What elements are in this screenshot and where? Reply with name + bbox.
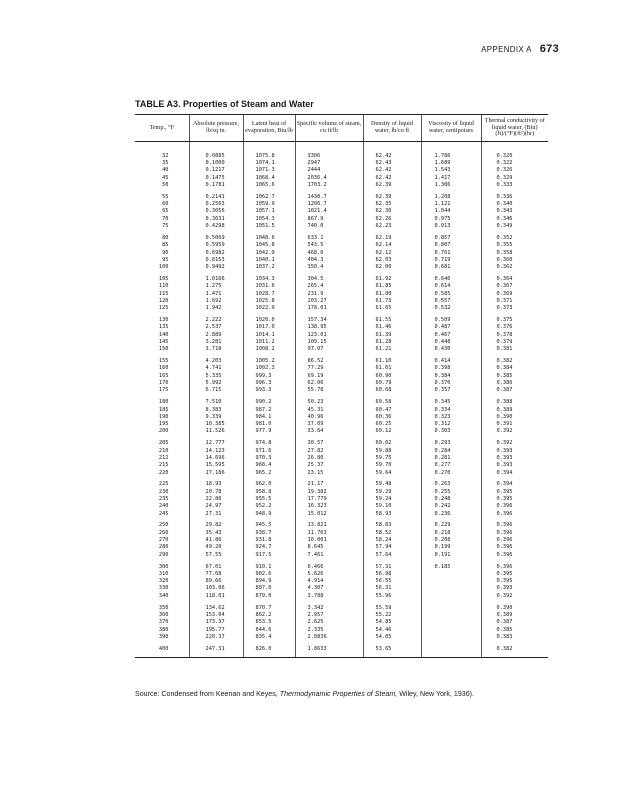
cell-latent-heat: 974.8 971.6 970.3 968.4 965.2 — [243, 438, 295, 479]
header-pressure: Absolute pressure, lb/sq in. — [189, 115, 243, 142]
cell-density: 60.02 59.88 59.75 59.70 59.64 — [363, 438, 421, 479]
cell-density: 61.92 61.85 61.80 61.73 61.65 — [363, 274, 421, 315]
cell-temp: 300 310 320 330 340 — [158, 563, 169, 599]
cell-temp: 130 135 140 145 150 — [158, 317, 169, 353]
cell-density: 62.42 62.43 62.42 62.42 62.39 — [363, 141, 421, 191]
cell-specific-volume: 1430.7 1206.7 1021.4 867.9 740.0 — [295, 192, 363, 233]
table-row — [135, 397, 548, 438]
cell-temp: 350 360 370 380 390 — [158, 604, 169, 640]
cell-specific-volume: 157.34 138.95 123.01 109.15 97.07 — [295, 315, 363, 356]
cell-specific-volume: 6.466 5.626 4.914 4.307 3.788 — [295, 561, 363, 602]
source-title: Thermodynamic Properties of Steam, — [279, 690, 398, 698]
cell-temp: 250 260 270 280 290 — [158, 522, 169, 558]
cell-pressure: 29.82 35.43 41.86 49.20 57.55 — [189, 520, 243, 561]
steam-table — [135, 114, 548, 658]
cell-density: 58.83 58.52 58.24 57.94 57.64 — [363, 520, 421, 561]
cell-density: 62.19 62.14 62.12 62.03 62.00 — [363, 233, 421, 274]
cell-viscosity: 0.509 0.487 0.467 0.448 0.430 — [421, 315, 481, 356]
cell-density: 62.39 62.35 62.30 62.26 62.23 — [363, 192, 421, 233]
table-row — [135, 192, 548, 233]
cell-viscosity — [421, 643, 481, 657]
cell-conductivity: 0.382 — [481, 643, 548, 657]
cell-viscosity: 0.414 0.398 0.384 0.370 0.357 — [421, 356, 481, 397]
cell-temp: 80 85 90 95 100 — [158, 234, 169, 271]
cell-specific-volume: 3.342 2.957 2.625 2.335 2.0836 — [295, 602, 363, 643]
cell-density: 61.10 61.01 60.90 60.79 60.68 — [363, 356, 421, 397]
cell-pressure: 67.01 77.68 89.66 103.06 118.01 — [189, 561, 243, 602]
cell-pressure: 0.0885 0.1000 0.1217 0.1475 0.1781 — [189, 141, 243, 191]
cell-pressure: 1.0166 1.275 1.471 1.692 1.942 — [189, 274, 243, 315]
cell-specific-volume: 86.52 77.29 69.19 62.06 55.78 — [295, 356, 363, 397]
cell-pressure: 4.203 4.741 5.335 5.992 6.715 — [189, 356, 243, 397]
cell-pressure: 247.31 — [189, 643, 243, 657]
source-suffix: Wiley, New York, 1936). — [397, 690, 474, 698]
cell-conductivity: 0.375 0.376 0.378 0.379 0.381 — [481, 315, 548, 356]
header-latent-heat: Latent heat of evaporation, Btu/lb — [243, 115, 295, 142]
cell-conductivity: 0.336 0.340 0.343 0.346 0.349 — [481, 192, 548, 233]
cell-latent-heat: 1048.6 1045.8 1042.9 1040.1 1037.2 — [243, 233, 295, 274]
cell-density: 53.65 — [363, 643, 421, 657]
cell-temp: 105 110 115 120 125 — [158, 276, 169, 312]
cell-latent-heat: 910.1 902.6 894.9 887.0 879.0 — [243, 561, 295, 602]
cell-specific-volume: 1.8633 — [295, 643, 363, 657]
cell-conductivity: 0.392 0.393 0.393 0.393 0.394 — [481, 438, 548, 479]
table-row — [135, 141, 548, 191]
table-row — [135, 315, 548, 356]
header-density: Density of liquid water, lb/cu ft — [363, 115, 421, 142]
cell-conductivity: 0.352 0.355 0.358 0.360 0.362 — [481, 233, 548, 274]
cell-pressure: 0.2141 0.2563 0.3056 0.3631 0.4298 — [189, 192, 243, 233]
cell-specific-volume: 21.17 19.382 17.779 16.323 15.012 — [295, 479, 363, 520]
source-note — [135, 690, 565, 699]
cell-viscosity: 1.208 1.121 1.044 0.975 0.913 — [421, 192, 481, 233]
cell-viscosity: 0.293 0.284 0.281 0.277 0.270 — [421, 438, 481, 479]
cell-density: 60.58 60.47 60.36 60.25 60.12 — [363, 397, 421, 438]
header-conductivity: Thermal conductivity of liquid water, (Btu)(ft)/(°F)(ft²)(hr) — [481, 115, 548, 142]
running-head — [481, 43, 559, 55]
table-row — [135, 274, 548, 315]
cell-temp: 225 230 235 240 245 — [158, 481, 169, 517]
page-number: 673 — [539, 43, 559, 55]
cell-conductivity: 0.396 0.395 0.395 0.393 0.392 — [481, 561, 548, 602]
cell-latent-heat: 1005.2 1002.3 999.3 996.3 993.3 — [243, 356, 295, 397]
source-prefix: Source: Condensed from Keenan and Keyes, — [135, 690, 280, 698]
cell-density: 59.48 59.29 59.24 59.10 58.93 — [363, 479, 421, 520]
table-row — [135, 520, 548, 561]
cell-latent-heat: 1020.0 1017.0 1014.1 1011.2 1008.2 — [243, 315, 295, 356]
cell-viscosity: 0.646 0.614 0.585 0.557 0.532 — [421, 274, 481, 315]
running-title: APPENDIX A — [481, 45, 532, 54]
cell-temp: 180 185 190 195 200 — [158, 399, 169, 435]
table-header-row — [135, 115, 548, 142]
cell-pressure: 134.62 153.04 173.37 195.77 220.37 — [189, 602, 243, 643]
cell-specific-volume: 50.23 45.31 40.96 37.09 33.64 — [295, 397, 363, 438]
cell-viscosity: 0.345 0.334 0.323 0.312 0.303 — [421, 397, 481, 438]
cell-viscosity: 0.263 0.255 0.248 0.242 0.236 — [421, 479, 481, 520]
cell-temp: 400 — [135, 643, 189, 657]
cell-conductivity: 0.388 0.389 0.390 0.391 0.392 — [481, 397, 548, 438]
table-row — [135, 602, 548, 643]
header-temp: Temp., °F — [135, 115, 189, 142]
cell-specific-volume: 633.1 543.5 468.0 404.3 350.4 — [295, 233, 363, 274]
cell-temp: 32 35 40 45 50 — [162, 152, 169, 188]
cell-conductivity: 0.382 0.384 0.385 0.386 0.387 — [481, 356, 548, 397]
table-body — [135, 141, 548, 657]
cell-latent-heat: 1062.7 1059.9 1057.1 1054.3 1051.5 — [243, 192, 295, 233]
cell-specific-volume: 304.5 265.4 231.9 203.27 178.61 — [295, 274, 363, 315]
cell-viscosity: 1.786 1.689 1.543 1.417 1.306 — [421, 141, 481, 191]
cell-latent-heat: 1075.8 1074.1 1071.3 1068.4 1065.6 — [243, 141, 295, 191]
cell-latent-heat: 826.0 — [243, 643, 295, 657]
table-row — [135, 356, 548, 397]
cell-viscosity: 0.857 0.807 0.761 0.719 0.681 — [421, 233, 481, 274]
cell-specific-volume: 3306 2947 2444 2036.4 1703.2 — [295, 141, 363, 191]
cell-density: 61.55 61.46 61.39 61.28 61.21 — [363, 315, 421, 356]
table-title: TABLE A3. Properties of Steam and Water — [135, 99, 314, 109]
table-row — [135, 561, 548, 602]
header-viscosity: Viscosity of liquid water, centipoises — [421, 115, 481, 142]
cell-latent-heat: 1034.3 1031.6 1028.7 1025.8 1022.9 — [243, 274, 295, 315]
cell-pressure: 0.5069 0.5959 0.6982 0.8153 0.9492 — [189, 233, 243, 274]
cell-density: 55.59 55.22 54.85 54.46 54.05 — [363, 602, 421, 643]
cell-latent-heat: 990.2 987.2 984.1 981.0 977.9 — [243, 397, 295, 438]
cell-viscosity: 0.185 — [421, 561, 481, 602]
cell-specific-volume: 30.57 27.82 26.80 25.37 23.15 — [295, 438, 363, 479]
table-row — [135, 643, 548, 657]
table-row — [135, 479, 548, 520]
cell-latent-heat: 870.7 862.2 853.5 844.6 835.4 — [243, 602, 295, 643]
cell-pressure: 18.93 20.78 22.80 24.97 27.31 — [189, 479, 243, 520]
cell-conductivity: 0.320 0.322 0.326 0.329 0.333 — [481, 141, 548, 191]
cell-temp: 155 160 165 170 175 — [158, 358, 169, 394]
cell-latent-heat: 962.0 958.8 955.5 952.2 948.9 — [243, 479, 295, 520]
cell-pressure: 2.222 2.537 2.889 3.281 3.718 — [189, 315, 243, 356]
cell-density: 57.31 56.98 56.55 56.31 55.96 — [363, 561, 421, 602]
table-row — [135, 438, 548, 479]
cell-latent-heat: 945.5 938.7 931.8 924.7 917.5 — [243, 520, 295, 561]
cell-conductivity: 0.390 0.389 0.387 0.385 0.383 — [481, 602, 548, 643]
header-specific-volume: Specific volume of steam, cu ft/lb — [295, 115, 363, 142]
cell-viscosity: 0.229 0.218 0.208 0.199 0.191 — [421, 520, 481, 561]
cell-conductivity: 0.364 0.367 0.369 0.371 0.373 — [481, 274, 548, 315]
cell-pressure: 12.777 14.123 14.696 15.595 17.186 — [189, 438, 243, 479]
cell-pressure: 7.510 8.383 9.339 10.385 11.526 — [189, 397, 243, 438]
cell-specific-volume: 13.821 11.763 10.061 8.645 7.461 — [295, 520, 363, 561]
cell-temp: 205 210 212 215 220 — [158, 440, 169, 476]
cell-temp: 55 60 65 70 75 — [162, 193, 169, 230]
cell-conductivity: 0.396 0.396 0.396 0.396 0.396 — [481, 520, 548, 561]
table-row — [135, 233, 548, 274]
cell-viscosity — [421, 602, 481, 643]
cell-conductivity: 0.394 0.395 0.395 0.396 0.396 — [481, 479, 548, 520]
